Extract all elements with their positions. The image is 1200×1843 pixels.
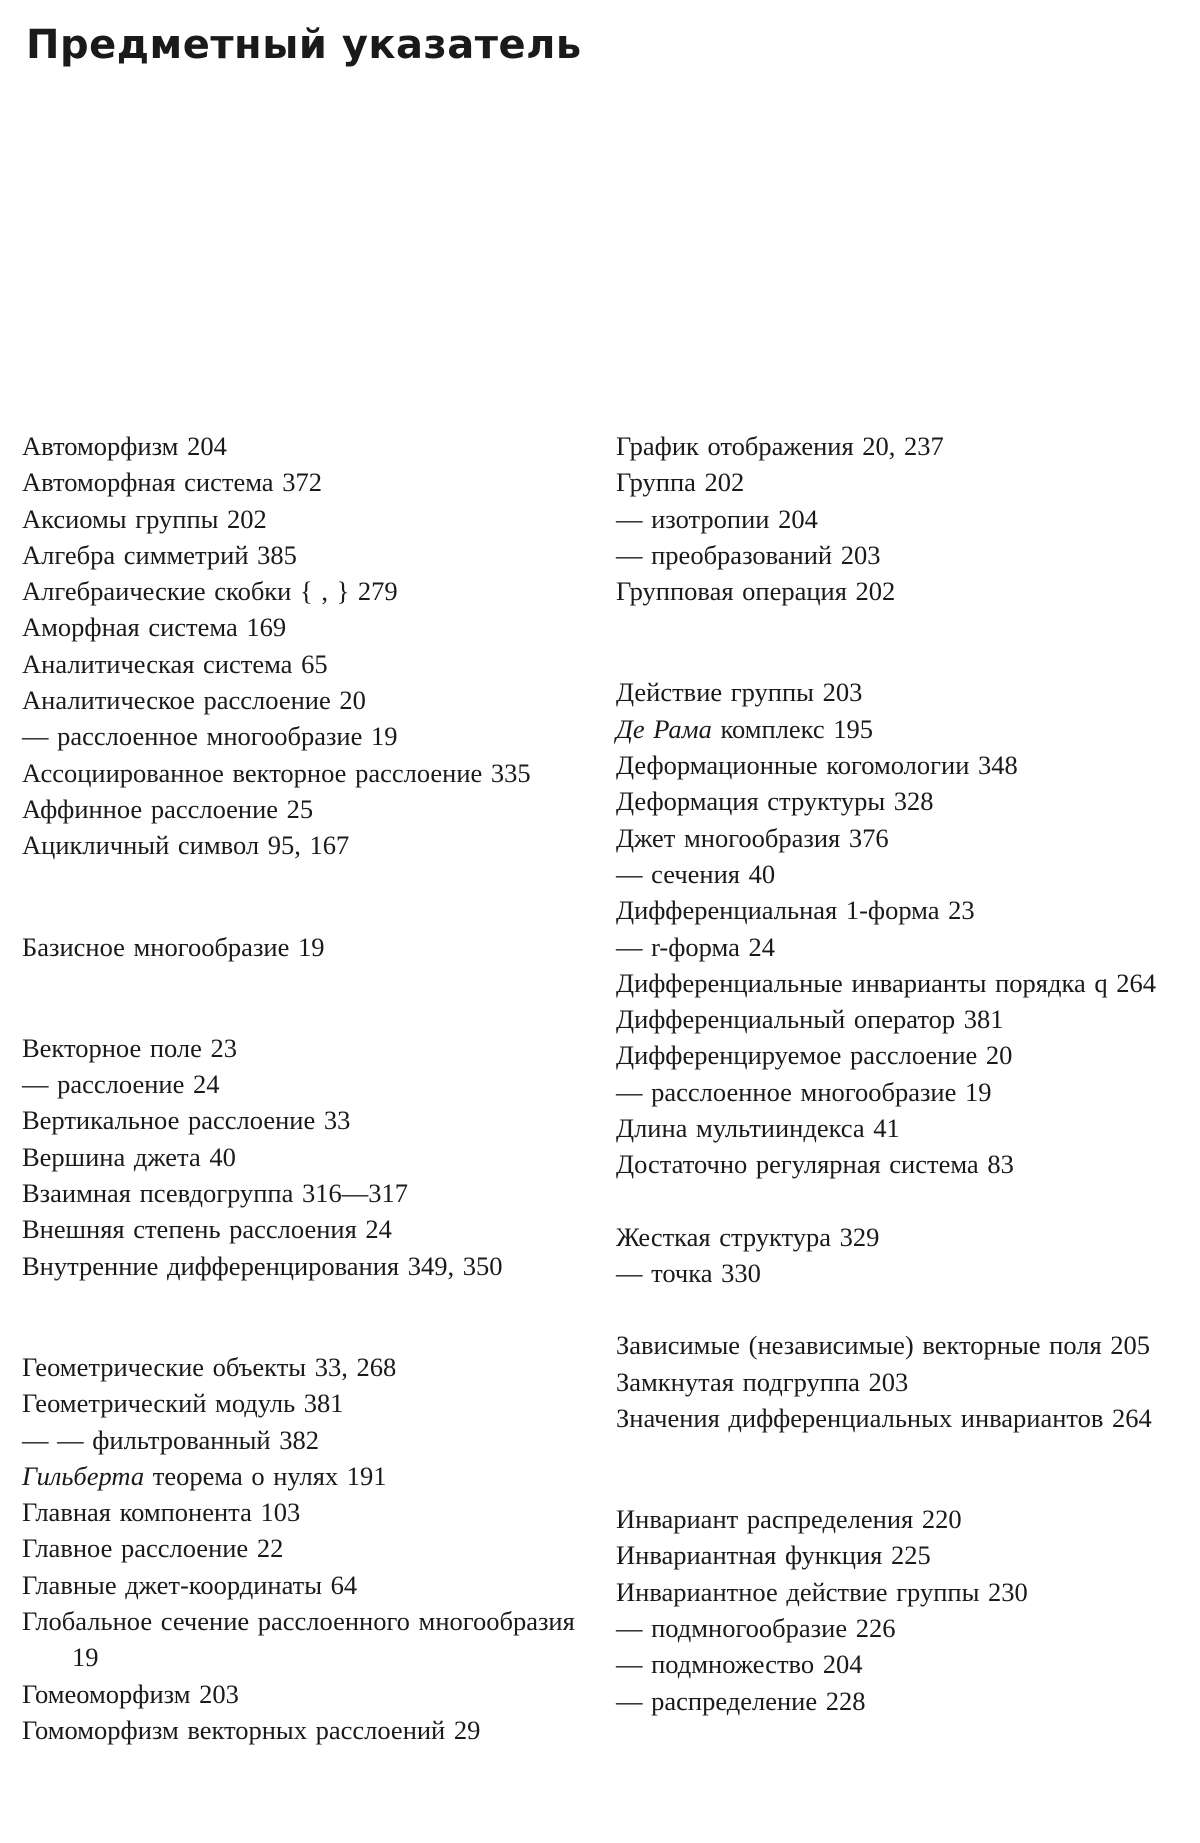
index-entry — [616, 1400, 1176, 1436]
letter-group — [616, 428, 1176, 609]
index-entry-text: Деформационные когомологии 348 — [616, 750, 1018, 781]
index-entry — [22, 609, 576, 645]
index-entry-text: Значения дифференциальных инвариантов 264 — [616, 1402, 1152, 1433]
index-entry — [22, 1211, 576, 1247]
index-entry-text: Вершина джета 40 — [22, 1141, 236, 1172]
index-entry — [616, 1074, 1176, 1110]
index-entry — [616, 1364, 1176, 1400]
index-entry-text: Главная компонента 103 — [22, 1497, 301, 1528]
index-entry-text: Ассоциированное векторное расслоение 335 — [22, 757, 531, 788]
index-entry-text: — — фильтрованный 382 — [22, 1424, 319, 1455]
index-entry-text: Инвариантная функция 225 — [616, 1540, 931, 1571]
index-entry — [22, 1458, 576, 1494]
index-entry-text: Векторное поле 23 — [22, 1032, 238, 1063]
letter-group-spacer — [22, 1284, 576, 1349]
page-title: Предметный указатель — [26, 22, 582, 68]
index-entry-text: Дифференциальная 1-форма 23 — [616, 895, 975, 926]
index-entry — [616, 674, 1176, 710]
index-entry — [22, 1066, 576, 1102]
index-entry — [616, 537, 1176, 573]
index-entry-text: — точка 330 — [616, 1257, 761, 1288]
index-entry-text: Джет многообразия 376 — [616, 822, 889, 853]
index-entry — [616, 1574, 1176, 1610]
index-entry-text: Дифференциальные инварианты порядка q 264 — [616, 967, 1156, 998]
index-entry — [22, 1676, 576, 1712]
letter-group-spacer — [22, 965, 576, 1030]
letter-group — [22, 1030, 576, 1284]
index-entry — [616, 1255, 1176, 1291]
index-entry — [616, 856, 1176, 892]
index-column-left — [22, 428, 576, 1748]
index-entry-text: — расслоение 24 — [22, 1069, 220, 1100]
index-column-right — [616, 428, 1176, 1719]
index-entry-text: Аксиомы группы 202 — [22, 503, 267, 534]
index-entry-text: Длина мультииндекса 41 — [616, 1113, 900, 1144]
index-entry — [22, 929, 576, 965]
index-entry — [616, 1683, 1176, 1719]
index-entry — [22, 755, 576, 791]
index-entry-text: Инвариант распределения 220 — [616, 1504, 962, 1535]
index-entry-text: Геометрический модуль 381 — [22, 1388, 344, 1419]
index-entry-text: — расслоенное многообразие 19 — [616, 1076, 992, 1107]
index-entry — [616, 1110, 1176, 1146]
index-entry-text: Базисное многообразие 19 — [22, 931, 325, 962]
index-entry — [616, 892, 1176, 928]
index-entry-text: Автоморфизм 204 — [22, 431, 227, 461]
index-entry — [616, 820, 1176, 856]
index-entry-text: Деформация структуры 328 — [616, 786, 934, 817]
index-entry — [616, 464, 1176, 500]
index-entry — [616, 1219, 1176, 1255]
index-entry — [22, 537, 576, 573]
index-entry-text: Главное расслоение 22 — [22, 1533, 284, 1564]
index-entry-text: теорема о нулях 191 — [144, 1460, 387, 1491]
index-entry — [616, 1501, 1176, 1537]
index-entry — [616, 428, 1176, 464]
letter-group — [616, 1327, 1176, 1436]
index-entry-text: Внешняя степень расслоения 24 — [22, 1214, 392, 1245]
index-entry-text: — сечения 40 — [616, 858, 776, 889]
index-entry-italic-name: Де Рама — [616, 713, 712, 744]
index-entry-text: Алгебраические скобки { , } 279 — [22, 576, 398, 607]
letter-group — [616, 1219, 1176, 1292]
index-entry-text: — расслоенное многообразие 19 — [22, 721, 398, 752]
index-entry-text: Достаточно регулярная система 83 — [616, 1149, 1014, 1180]
index-entry-text: Взаимная псевдогруппа 316—317 — [22, 1178, 408, 1209]
index-entry — [22, 827, 576, 863]
index-entry — [22, 1603, 576, 1676]
index-entry — [22, 1139, 576, 1175]
index-entry — [22, 791, 576, 827]
index-entry-text: Действие группы 203 — [616, 677, 863, 708]
index-entry-text: Замкнутая подгруппа 203 — [616, 1366, 909, 1397]
index-entry — [22, 1422, 576, 1458]
index-entry — [22, 1494, 576, 1530]
letter-group — [22, 428, 576, 864]
index-entry — [616, 573, 1176, 609]
index-entry-text: — изотропии 204 — [616, 503, 818, 534]
index-entry-text: — r-форма 24 — [616, 931, 775, 962]
index-entry — [616, 747, 1176, 783]
index-entry-text: Зависимые (независимые) векторные поля 205 — [616, 1330, 1151, 1361]
letter-group-spacer — [616, 1436, 1176, 1501]
index-entry — [22, 573, 576, 609]
index-entry — [616, 1610, 1176, 1646]
letter-group — [22, 1349, 576, 1748]
index-entry-text: Алгебра симметрий 385 — [22, 539, 297, 570]
index-entry-text: Гомоморфизм векторных расслоений 29 — [22, 1714, 481, 1745]
index-entry — [616, 1646, 1176, 1682]
index-entry-text: Жесткая структура 329 — [616, 1221, 880, 1252]
index-entry-text: Аффинное расслоение 25 — [22, 793, 314, 824]
index-entry — [22, 1030, 576, 1066]
index-entry — [616, 1537, 1176, 1573]
index-entry — [22, 1102, 576, 1138]
index-entry — [616, 1146, 1176, 1182]
letter-group-spacer — [616, 1291, 1176, 1327]
index-entry — [22, 464, 576, 500]
index-entry-text: Ацикличный символ 95, 167 — [22, 830, 350, 861]
index-entry-text: — распределение 228 — [616, 1685, 866, 1716]
index-entry — [616, 1327, 1176, 1363]
index-entry-text: — подмножество 204 — [616, 1649, 863, 1680]
index-entry — [616, 1037, 1176, 1073]
index-entry — [22, 428, 576, 464]
index-entry-text: Дифференциальный оператор 381 — [616, 1004, 1004, 1035]
index-entry-italic-name: Гильберта — [22, 1460, 145, 1491]
index-entry-text: Аналитическая система 65 — [22, 648, 328, 679]
index-entry — [22, 718, 576, 754]
index-entry — [616, 965, 1176, 1001]
index-entry-text: Вертикальное расслоение 33 — [22, 1105, 351, 1136]
index-entry-text: Аналитическое расслоение 20 — [22, 685, 366, 716]
index-entry-text: — подмногообразие 226 — [616, 1613, 896, 1644]
index-entry-text: Дифференцируемое расслоение 20 — [616, 1040, 1013, 1071]
index-entry — [22, 1248, 576, 1284]
index-entry — [22, 682, 576, 718]
index-entry — [22, 646, 576, 682]
index-entry-text: Инвариантное действие группы 230 — [616, 1576, 1028, 1607]
index-entry-text: Внутренние дифференцирования 349, 350 — [22, 1250, 503, 1281]
letter-group — [616, 674, 1176, 1182]
index-entry-text: График отображения 20, 237 — [616, 431, 944, 461]
index-entry-text: Главные джет-координаты 64 — [22, 1569, 358, 1600]
index-entry — [22, 1175, 576, 1211]
index-entry-text: комплекс 195 — [711, 713, 874, 744]
index-entry — [616, 711, 1176, 747]
index-entry-text: Аморфная система 169 — [22, 612, 287, 643]
index-entry — [22, 1530, 576, 1566]
index-entry — [22, 1349, 576, 1385]
index-entry-text: Геометрические объекты 33, 268 — [22, 1351, 397, 1382]
index-entry — [616, 929, 1176, 965]
letter-group — [22, 929, 576, 965]
letter-group-spacer — [616, 1183, 1176, 1219]
index-entry-text: Группа 202 — [616, 467, 745, 498]
letter-group-spacer — [22, 864, 576, 929]
index-entry-text: Групповая операция 202 — [616, 576, 896, 607]
index-entry-text: Автоморфная система 372 — [22, 467, 322, 498]
index-entry — [22, 1385, 576, 1421]
index-entry — [22, 1567, 576, 1603]
index-entry — [22, 1712, 576, 1748]
letter-group — [616, 1501, 1176, 1719]
letter-group-spacer — [616, 609, 1176, 674]
index-entry — [616, 1001, 1176, 1037]
index-entry-text: Глобальное сечение расслоенного многообразия 19 — [22, 1606, 575, 1673]
index-entry — [22, 501, 576, 537]
index-entry — [616, 501, 1176, 537]
index-entry-text: — преобразований 203 — [616, 539, 881, 570]
index-entry — [616, 783, 1176, 819]
index-entry-text: Гомеоморфизм 203 — [22, 1678, 239, 1709]
